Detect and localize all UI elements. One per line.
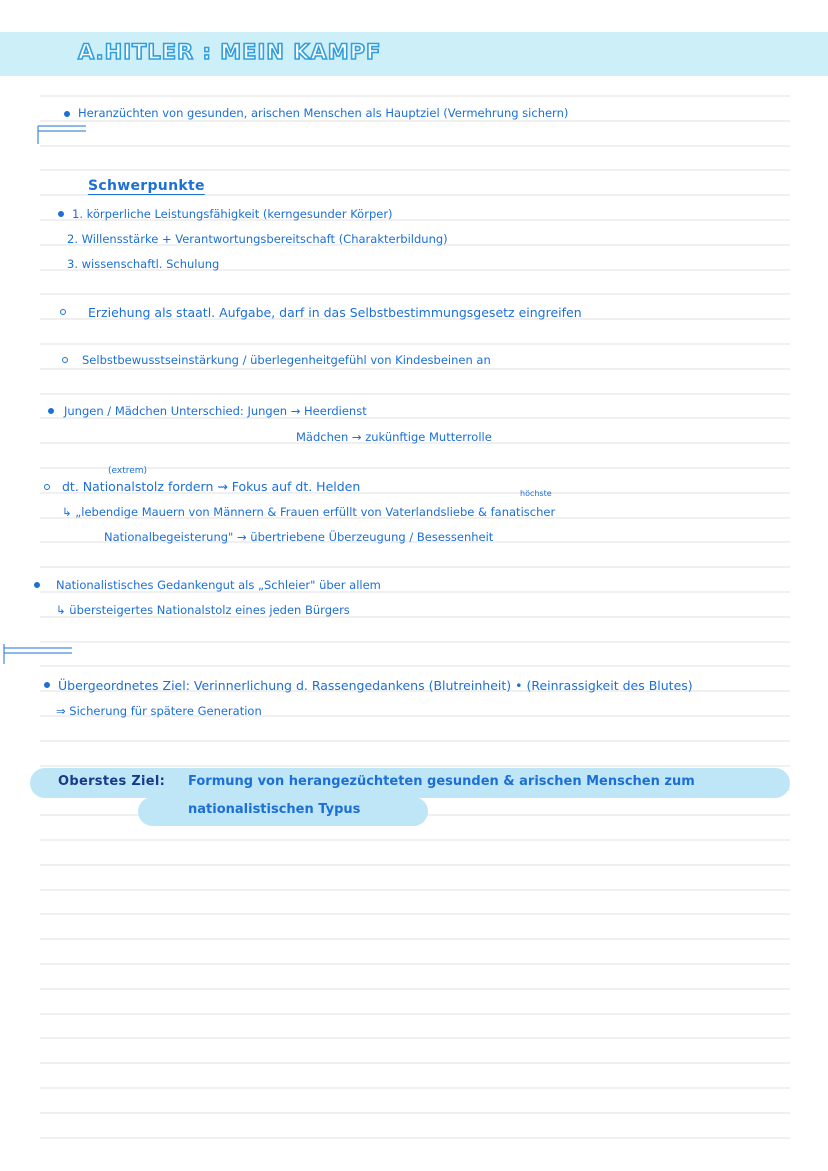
bullet-dot [48, 408, 54, 414]
note-line-nationalist-thought: Nationalistisches Gedankengut als „Schleier" über allem [56, 578, 381, 592]
heading-schwerpunkte: Schwerpunkte [88, 178, 205, 194]
goal-label: Oberstes Ziel: [58, 774, 166, 789]
bullet-dot [34, 582, 40, 588]
section-divider-middle [0, 640, 80, 670]
focus-item-3: 3. wissenschaftl. Schulung [67, 257, 220, 271]
goal-text-line-2: nationalistischen Typus [188, 802, 361, 817]
note-line-securing-generation: ⇒ Sicherung für spätere Generation [56, 704, 262, 718]
note-line-living-walls: ↳ „lebendige Mauern von Männern & Frauen erfüllt von Vaterlandsliebe & fanatischer [62, 505, 556, 519]
note-line-confidence: Selbstbewusstseinstärkung / überlegenheitgefühl von Kindesbeinen an [82, 353, 491, 367]
bullet-dot [64, 111, 70, 117]
section-divider-top [18, 118, 88, 148]
note-line-national-enthusiasm: Nationalbegeisterung" → übertriebene Überzeugung / Besessenheit [104, 530, 494, 544]
note-line-education: Erziehung als staatl. Aufgabe, darf in das Selbstbestimmungsgesetz eingreifen [88, 305, 582, 320]
note-line-national-pride: dt. Nationalstolz fordern ⇝ Fokus auf dt. Helden [62, 479, 361, 494]
note-annotation-highest: höchste [520, 489, 552, 498]
bullet-circle [44, 484, 50, 490]
bullet-circle [60, 309, 66, 315]
note-line-breeding: Heranzüchten von gesunden, arischen Menschen als Hauptziel (Vermehrung sichern) [78, 106, 569, 120]
note-line-gender-difference: Jungen / Mädchen Unterschied: Jungen → Heerdienst [64, 404, 367, 418]
focus-item-1: 1. körperliche Leistungsfähigkeit (kerngesunder Körper) [72, 207, 393, 221]
goal-text-line-1: Formung von herangezüchteten gesunden & arischen Menschen zum [188, 774, 695, 789]
bullet-dot [58, 211, 64, 217]
note-annotation-extreme: (extrem) [108, 466, 148, 476]
bullet-circle [62, 357, 68, 363]
note-line-exaggerated-pride: ↳ übersteigertes Nationalstolz eines jeden Bürgers [56, 603, 350, 617]
page-title: A.HITLER : MEIN KAMPF [78, 40, 382, 64]
focus-item-2: 2. Willensstärke + Verantwortungsbereitschaft (Charakterbildung) [67, 232, 448, 246]
note-line-superior-goal: Übergeordnetes Ziel: Verinnerlichung d. Rassengedankens (Blutreinheit) • (Reinrassigkeit des Blutes) [58, 678, 693, 693]
note-line-girls-role: Mädchen → zukünftige Mutterrolle [296, 430, 492, 444]
bullet-dot [44, 682, 50, 688]
